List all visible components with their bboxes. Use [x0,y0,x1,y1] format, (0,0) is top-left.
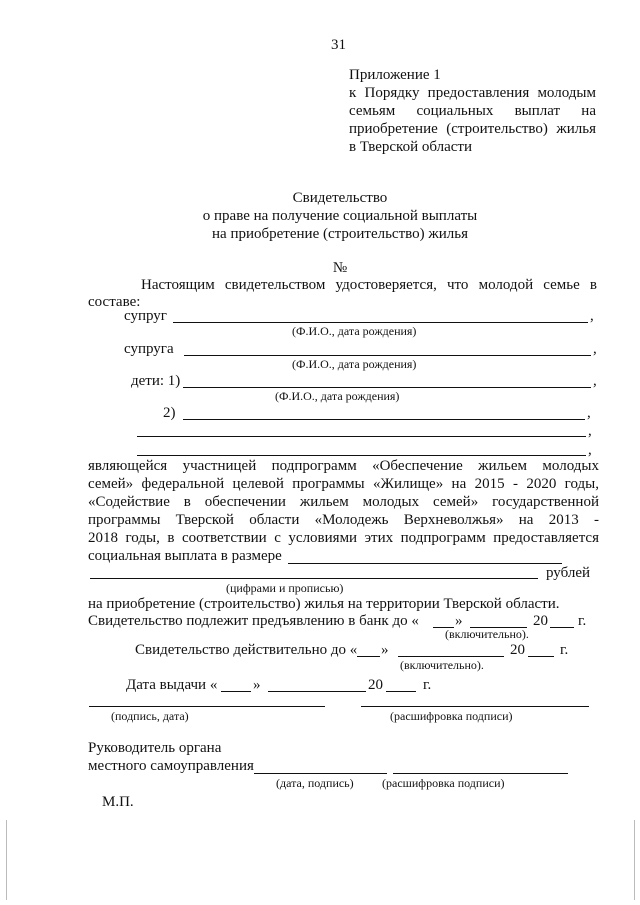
child-2-field[interactable] [183,419,585,420]
child-1-field[interactable] [183,387,591,388]
body-line-4: программы Тверской области «Молодежь Верхневолжья» на 2013 - [88,512,599,528]
scan-edge-left [6,820,7,900]
appendix-line-1: Приложение 1 [349,67,441,83]
body-line-6: социальная выплата в размере [88,548,282,564]
amount-field-1[interactable] [288,563,562,564]
stamp-place: М.П. [102,794,134,810]
spouse-wife-field[interactable] [184,355,591,356]
title-number: № [332,260,348,276]
valid-inclusive: (включительно). [400,658,484,672]
valid-day-field[interactable] [357,656,380,657]
head-date-sign-hint: (дата, подпись) [276,776,354,790]
comma-6: , [588,442,592,458]
signature-decode-field[interactable] [361,706,589,707]
appendix-line-3: семьям социальных выплат на [349,103,596,119]
issued-month-field[interactable] [268,691,366,692]
bank-inclusive: (включительно). [445,627,529,641]
bank-g: г. [578,613,587,629]
title-line-1: Свидетельство [292,190,388,206]
issued-year: 20 [368,677,383,693]
appendix-line-5: в Тверской области [349,139,473,155]
spouse-husband-label: супруг [124,308,167,324]
valid-month-field[interactable] [398,656,504,657]
child-1-hint: (Ф.И.О., дата рождения) [275,389,400,403]
valid-text: Свидетельство действительно до « [135,642,358,658]
signature-right-hint: (расшифровка подписи) [390,709,513,723]
valid-year-field[interactable] [528,656,554,657]
intro-line-2: составе: [88,294,141,310]
bank-year: 20 [533,613,548,629]
issued-quote: » [253,677,261,693]
signature-date-field[interactable] [89,706,325,707]
title-line-2: о праве на получение социальной выплаты [202,208,478,224]
comma-2: , [593,341,597,357]
valid-quote: » [381,642,389,658]
body-line-5: 2018 годы, в соответствии с условиями этих подпрограмм предоставляется [88,530,599,546]
amount-currency: рублей [546,565,591,581]
purpose-line: на приобретение (строительство) жилья на территории Тверской области. [88,596,560,612]
appendix-line-4: приобретение (строительство) жилья [349,121,596,137]
bank-year-field[interactable] [550,627,574,628]
bank-quote: » [455,613,463,629]
extra-field-2[interactable] [137,455,586,456]
body-line-3: «Содействие в обеспечении жильем молодых семей» государственной [88,494,599,510]
head-line-1: Руководитель органа [88,740,222,756]
signature-left-hint: (подпись, дата) [111,709,189,723]
body-line-2: семей» федеральной целевой программы «Жилище» на 2015 - 2020 годы, [88,476,599,492]
head-line-2: местного самоуправления [88,758,254,774]
title-line-3: на приобретение (строительство) жилья [212,226,468,242]
appendix-line-2: к Порядку предоставления молодым [349,85,596,101]
valid-year: 20 [510,642,525,658]
body-line-1: являющейся участницей подпрограмм «Обеспечение жильем молодых [88,458,599,474]
extra-field-1[interactable] [137,436,586,437]
comma-4: , [587,405,591,421]
comma-3: , [593,373,597,389]
spouse-wife-label: супруга [124,341,174,357]
scan-edge-right [634,820,635,900]
spouse-husband-hint: (Ф.И.О., дата рождения) [292,324,417,338]
amount-hint: (цифрами и прописью) [226,581,344,595]
bank-text: Свидетельство подлежит предъявлению в банк до « [88,613,419,629]
issued-g: г. [423,677,432,693]
issued-day-field[interactable] [221,691,251,692]
intro-line-1: Настоящим свидетельством удостоверяется, что молодой семье в [141,277,597,293]
head-date-sign-field[interactable] [254,773,387,774]
amount-field-2[interactable] [90,578,538,579]
page-number: 31 [331,37,346,53]
head-decode-field[interactable] [393,773,568,774]
spouse-husband-field[interactable] [173,322,588,323]
head-decode-hint: (расшифровка подписи) [382,776,505,790]
children-label: дети: 1) [131,373,181,389]
comma-1: , [590,308,594,324]
valid-g: г. [560,642,569,658]
issued-year-field[interactable] [386,691,416,692]
issued-text: Дата выдачи « [126,677,218,693]
spouse-wife-hint: (Ф.И.О., дата рождения) [292,357,417,371]
comma-5: , [588,423,592,439]
child-2-label: 2) [163,405,176,421]
